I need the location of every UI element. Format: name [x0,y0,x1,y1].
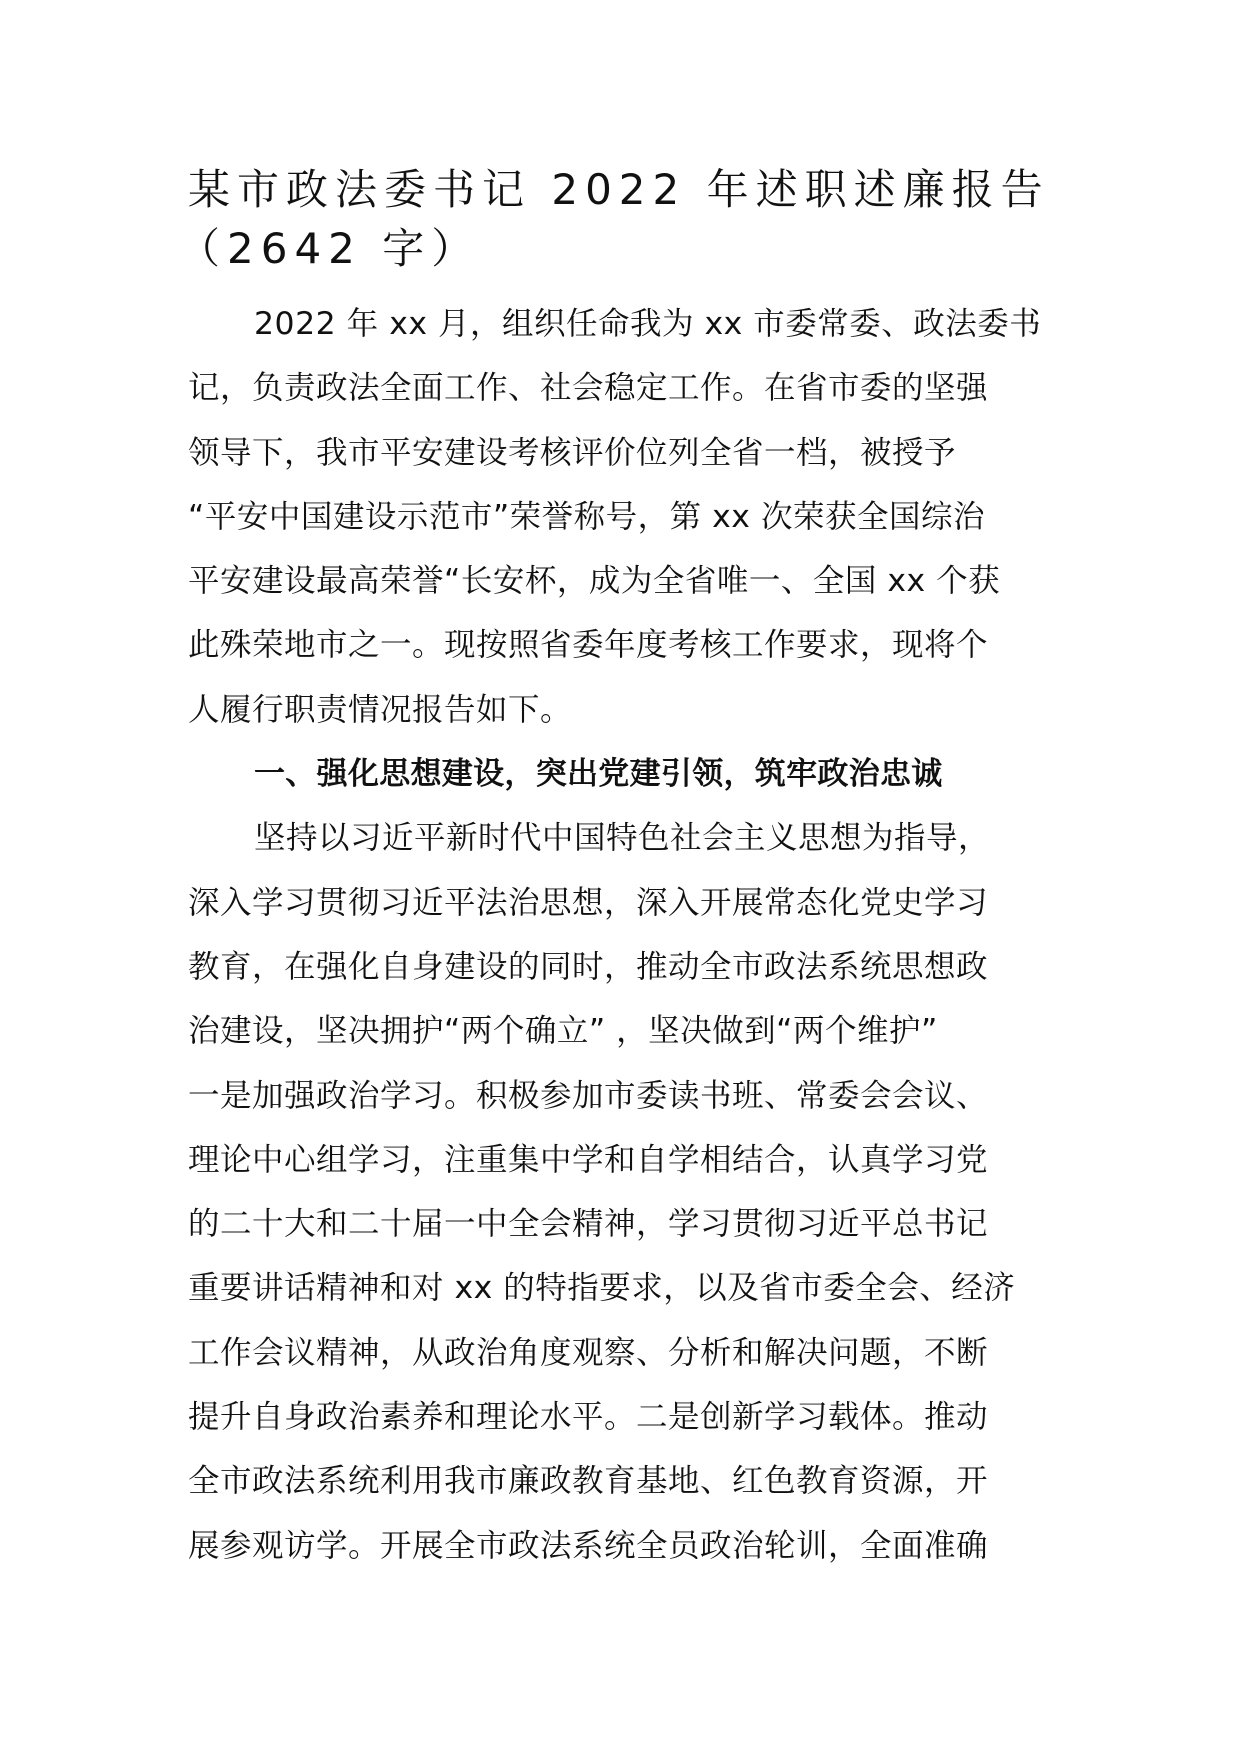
text-line: 展参观访学。开展全市政法系统全员政治轮训，全面准确 [188,1527,989,1564]
document-title [178,160,1058,278]
text-line: 记，负责政法全面工作、社会稳定工作。在省市委的坚强 [188,370,989,407]
document-body [178,160,1058,1578]
text-line: 坚持以习近平新时代中国特色社会主义思想为指导， [254,820,991,857]
intro-paragraph [188,292,1058,742]
title-line-1: 某市政法委书记 2022 年述职述廉报告 [188,165,1050,214]
text-line: 2022 年 xx 月，组织任命我为 xx 市委常委、政法委书 [254,306,1042,342]
title-line-2: （2642 字） [178,224,481,273]
section-heading [188,742,1058,806]
text-line: 此殊荣地市之一。现按照省委年度考核工作要求，现将个 [188,627,989,664]
text-line: 教育，在强化自身建设的同时，推动全市政法系统思想政 [188,948,989,985]
text-line: 领导下，我市平安建设考核评价位列全省一档，被授予 [188,434,957,471]
text-line: 深入学习贯彻习近平法治思想，深入开展常态化党史学习 [188,884,989,921]
section-heading-text: 一、强化思想建设，突出党建引领，筑牢政治忠诚 [254,756,943,793]
text-line: 平安建设最高荣誉“长安杯，成为全省唯一、全国 xx 个获 [188,563,1001,600]
text-line: 重要讲话精神和对 xx 的特指要求，以及省市委全会、经济 [188,1270,1016,1307]
text-line: 人履行职责情况报告如下。 [188,691,573,728]
text-line: “平安中国建设示范市”荣誉称号，第 xx 次荣获全国综治 [188,498,985,535]
section-paragraph [188,806,1058,1578]
text-line: 理论中心组学习，注重集中学和自学相结合，认真学习党 [188,1141,989,1178]
text-line: 工作会议精神，从政治角度观察、分析和解决问题，不断 [188,1334,989,1371]
text-line: 的二十大和二十届一中全会精神，学习贯彻习近平总书记 [188,1206,989,1243]
text-line: 提升自身政治素养和理论水平。二是创新学习载体。推动 [188,1399,989,1436]
text-line: 全市政法系统利用我市廉政教育基地、红色教育资源，开 [188,1463,989,1500]
text-line: 治建设，坚决拥护“两个确立” ，坚决做到“两个维护” [188,1013,938,1050]
text-line: 一是加强政治学习。积极参加市委读书班、常委会会议、 [188,1077,989,1114]
